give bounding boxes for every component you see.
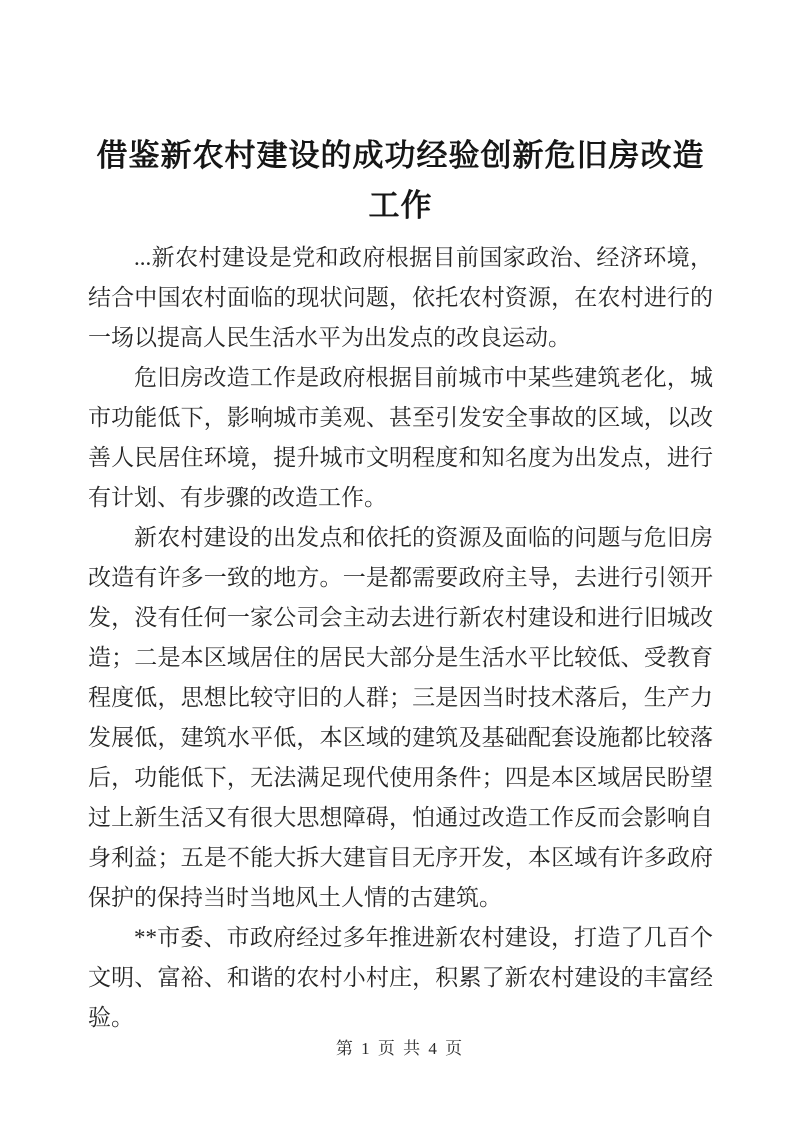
- paragraph-similarities-list: 新农村建设的出发点和依托的资源及面临的问题与危旧房改造有许多一致的地方。一是都需要政府主导，去进行引领开发，没有任何一家公司会主动去进行新农村建设和进行旧城改造；二是本区域居住的居民大部分是生活水平比较低、受教育程度低，思想比较守旧的人群；三是因当时技术落后，生产力发展低，建筑水平低，本区域的建筑及基础配套设施都比较落后，功能低下，无法满足现代使用条件；四是本区域居民盼望过上新生活又有很大思想障碍，怕通过改造工作反而会影响自身利益；五是不能大拆大建盲目无序开发，本区域有许多政府保护的保持当时当地风土人情的古建筑。: [88, 525, 713, 910]
- document-body: [88, 238, 713, 1038]
- paragraph-dilapidated-housing: 危旧房改造工作是政府根据目前城市中某些建筑老化，城市功能低下，影响城市美观、甚至引发安全事故的区域，以改善人民居住环境，提升城市文明程度和知名度为出发点，进行有计划、有步骤的改造工作。: [88, 365, 713, 510]
- document-title: 借鉴新农村建设的成功经验创新危旧房改造工作: [96, 138, 705, 223]
- page-number: 第 1 页 共 4 页: [335, 1039, 465, 1058]
- paragraph-intro-new-rural: ...新农村建设是党和政府根据目前国家政治、经济环境，结合中国农村面临的现状问题，依托农村资源，在农村进行的一场以提高人民生活水平为出发点的改良运动。: [88, 245, 713, 350]
- page-footer: [0, 1038, 800, 1060]
- paragraph-city-experience: **市委、市政府经过多年推进新农村建设，打造了几百个文明、富裕、和谐的农村小村庄，积累了新农村建设的丰富经验。: [88, 925, 713, 1030]
